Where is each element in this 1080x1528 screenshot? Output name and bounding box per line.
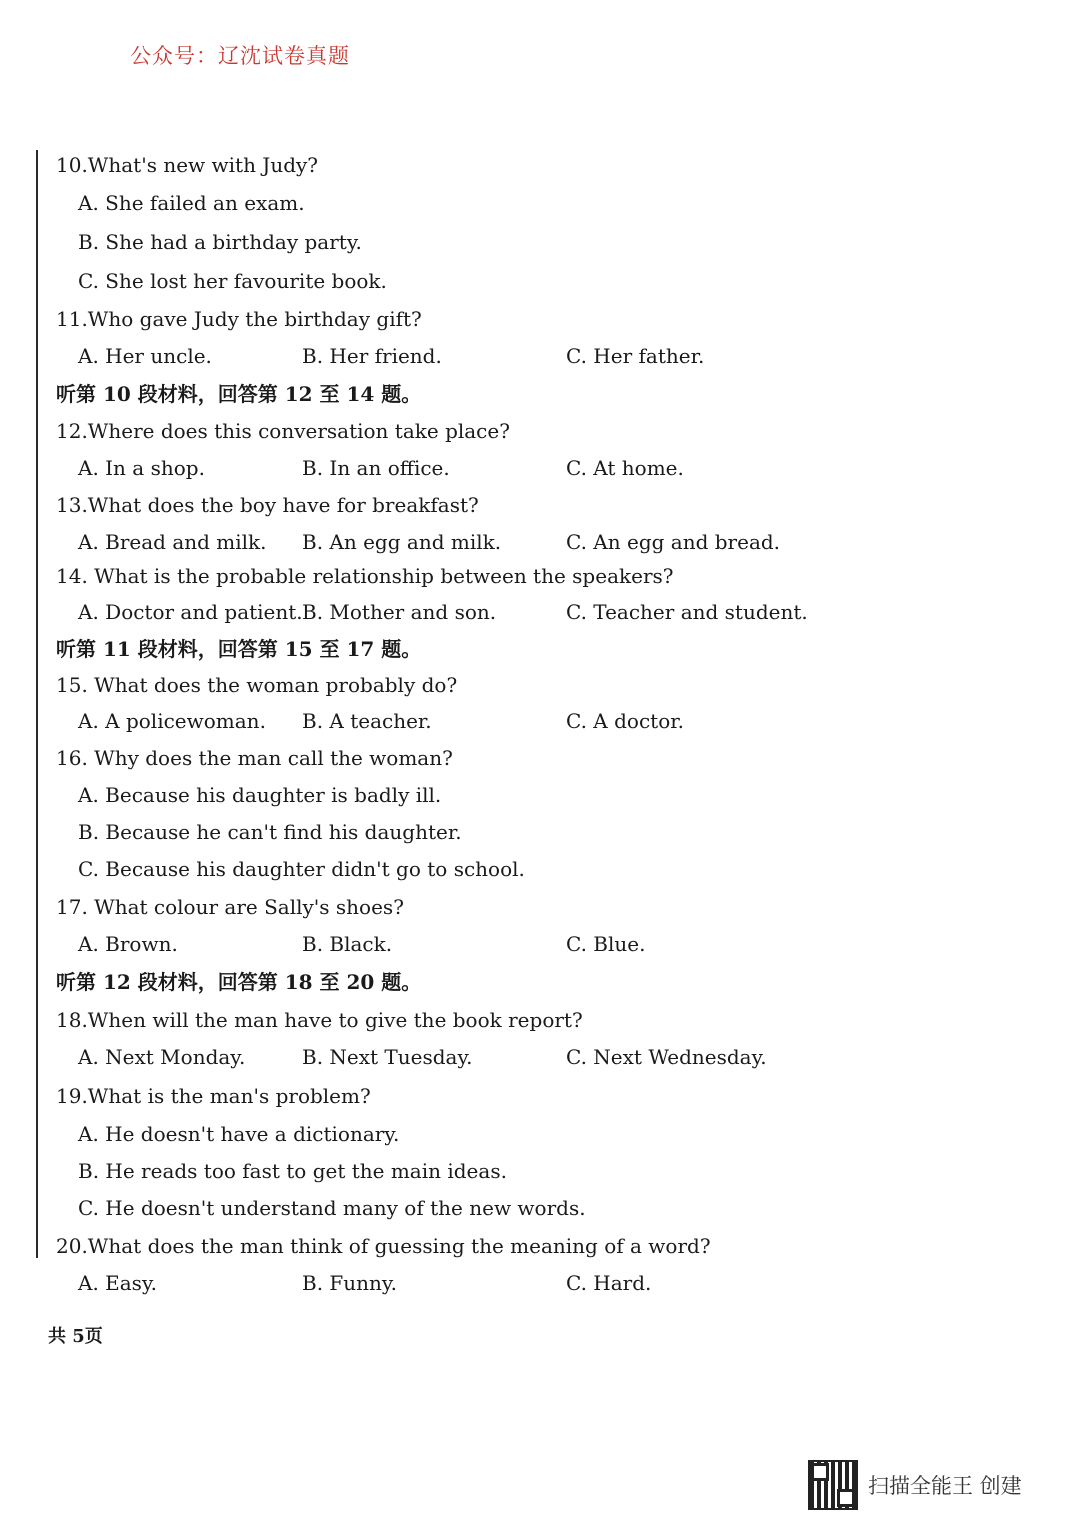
option-c: C. Next Wednesday. [566, 1045, 767, 1069]
question-text: 20.What does the man think of guessing the meaning of a word? [56, 1234, 711, 1258]
qr-code-icon [808, 1460, 858, 1510]
option-line: A. Because his daughter is badly ill. [78, 783, 442, 807]
question-text: 16. Why does the man call the woman? [56, 746, 453, 770]
question-text: 14. What is the probable relationship between the speakers? [56, 564, 674, 588]
option-b: B. Funny. [302, 1271, 397, 1295]
option-line: B. He reads too fast to get the main ideas. [78, 1159, 507, 1183]
option-a: A. Brown. [78, 932, 178, 956]
option-c: C. Hard. [566, 1271, 652, 1295]
option-c: C. At home. [566, 456, 684, 480]
question-text: 10.What's new with Judy? [56, 153, 319, 177]
section-instruction: 听第 11 段材料，回答第 15 至 17 题。 [56, 637, 422, 661]
option-b: B. In an office. [302, 456, 450, 480]
option-c: C. A doctor. [566, 709, 684, 733]
option-c: C. Blue. [566, 932, 646, 956]
question-text: 13.What does the boy have for breakfast? [56, 493, 479, 517]
question-text: 12.Where does this conversation take place? [56, 419, 510, 443]
option-line: B. Because he can't find his daughter. [78, 820, 462, 844]
option-line: C. He doesn't understand many of the new words. [78, 1196, 586, 1220]
option-b: B. An egg and milk. [302, 530, 502, 554]
option-line: C. Because his daughter didn't go to school. [78, 857, 525, 881]
option-a: A. In a shop. [78, 456, 205, 480]
page-header: 公众号：辽沈试卷真题 [130, 44, 350, 68]
question-text: 11.Who gave Judy the birthday gift? [56, 307, 422, 331]
section-instruction: 听第 12 段材料，回答第 18 至 20 题。 [56, 970, 422, 994]
option-b: B. Her friend. [302, 344, 442, 368]
option-a: A. Doctor and patient. [78, 600, 303, 624]
question-text: 15. What does the woman probably do? [56, 673, 458, 697]
option-line: A. He doesn't have a dictionary. [78, 1122, 400, 1146]
question-text: 17. What colour are Sally's shoes? [56, 895, 404, 919]
option-b: B. A teacher. [302, 709, 432, 733]
option-a: A. Her uncle. [78, 344, 212, 368]
option-a: A. Easy. [78, 1271, 157, 1295]
option-line: B. She had a birthday party. [78, 230, 362, 254]
question-text: 18.When will the man have to give the book report? [56, 1008, 583, 1032]
page-count: 共 5页 [48, 1326, 103, 1347]
option-c: C. An egg and bread. [566, 530, 781, 554]
option-b: B. Mother and son. [302, 600, 497, 624]
scanner-watermark [808, 1460, 1022, 1510]
option-b: B. Next Tuesday. [302, 1045, 473, 1069]
option-a: A. A policewoman. [78, 709, 266, 733]
section-instruction: 听第 10 段材料，回答第 12 至 14 题。 [56, 382, 422, 406]
question-text: 19.What is the man's problem? [56, 1084, 371, 1108]
option-line: C. She lost her favourite book. [78, 269, 387, 293]
option-c: C. Her father. [566, 344, 705, 368]
margin-line [36, 150, 38, 1258]
option-b: B. Black. [302, 932, 393, 956]
option-c: C. Teacher and student. [566, 600, 808, 624]
option-line: A. She failed an exam. [78, 191, 305, 215]
watermark-text: 扫描全能王 创建 [868, 1474, 1022, 1498]
option-a: A. Next Monday. [78, 1045, 246, 1069]
option-a: A. Bread and milk. [78, 530, 267, 554]
